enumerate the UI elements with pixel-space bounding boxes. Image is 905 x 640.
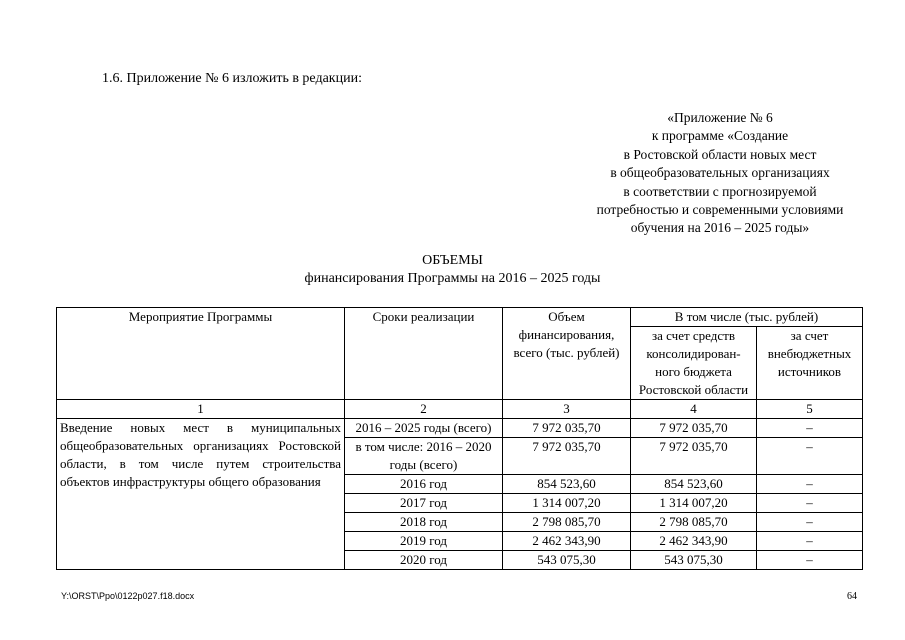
header-measure: Мероприятие Программы [57, 308, 345, 400]
period-cell: 2018 год [345, 513, 503, 532]
table-title [0, 252, 905, 288]
title-line-1: ОБЪЕМЫ [422, 253, 483, 268]
financing-table [56, 307, 863, 570]
header-including: В том числе (тыс. рублей) [631, 308, 863, 327]
intro-paragraph: 1.6. Приложение № 6 изложить в редакции: [102, 71, 362, 86]
extra-cell: – [757, 494, 863, 513]
period-cell: в том числе: 2016 – 2020 годы (всего) [345, 438, 503, 475]
header-period: Сроки реализации [345, 308, 503, 400]
regional-cell: 543 075,30 [631, 551, 757, 570]
period-cell: 2020 год [345, 551, 503, 570]
extra-cell: – [757, 532, 863, 551]
footer-file-path: Y:\ORST\Ppo\0122p027.f18.docx [61, 591, 195, 601]
col-number: 1 [57, 400, 345, 419]
regional-cell: 2 462 343,90 [631, 532, 757, 551]
volume-cell: 2 462 343,90 [503, 532, 631, 551]
col-number: 4 [631, 400, 757, 419]
extra-cell: – [757, 475, 863, 494]
period-cell: 2016 год [345, 475, 503, 494]
regional-cell: 854 523,60 [631, 475, 757, 494]
regional-cell: 2 798 085,70 [631, 513, 757, 532]
regional-cell: 7 972 035,70 [631, 419, 757, 438]
appendix-line: в общеобразовательных организациях [610, 165, 830, 181]
extra-cell: – [757, 551, 863, 570]
period-cell: 2019 год [345, 532, 503, 551]
appendix-line: в Ростовской области новых мест [623, 146, 817, 162]
col-number: 2 [345, 400, 503, 419]
period-cell: 2016 – 2025 годы (всего) [345, 419, 503, 438]
table-row [57, 419, 863, 438]
header-volume: Объем финансирования, всего (тыс. рублей) [503, 308, 631, 400]
volume-cell: 543 075,30 [503, 551, 631, 570]
appendix-line: в соответствии с прогнозируемой [623, 183, 817, 199]
appendix-line: потребностью и современными условиями [596, 202, 844, 218]
volume-cell: 2 798 085,70 [503, 513, 631, 532]
title-line-2: финансирования Программы на 2016 – 2025 годы [304, 271, 601, 286]
regional-cell: 1 314 007,20 [631, 494, 757, 513]
appendix-line: «Приложение № 6 [667, 110, 773, 125]
appendix-heading [560, 109, 880, 238]
header-regional: за счет средств консолидирован-ного бюджета Ростовской области [631, 327, 757, 400]
regional-cell: 7 972 035,70 [631, 438, 757, 475]
volume-cell: 7 972 035,70 [503, 419, 631, 438]
page-number: 64 [847, 591, 857, 602]
volume-cell: 1 314 007,20 [503, 494, 631, 513]
measure-cell: Введение новых мест в муниципальных общеобразовательных организациях Ростовской области, в том числе путем строительства объектов инфраструктуры общего образования [57, 419, 345, 570]
extra-cell: – [757, 419, 863, 438]
col-number: 3 [503, 400, 631, 419]
col-number: 5 [757, 400, 863, 419]
extra-cell: – [757, 438, 863, 475]
volume-cell: 7 972 035,70 [503, 438, 631, 475]
period-cell: 2017 год [345, 494, 503, 513]
volume-cell: 854 523,60 [503, 475, 631, 494]
appendix-line: обучения на 2016 – 2025 годы» [630, 220, 810, 236]
extra-cell: – [757, 513, 863, 532]
header-extra: за счет внебюджетных источников [757, 327, 863, 400]
appendix-line: к программе «Создание [651, 128, 789, 144]
